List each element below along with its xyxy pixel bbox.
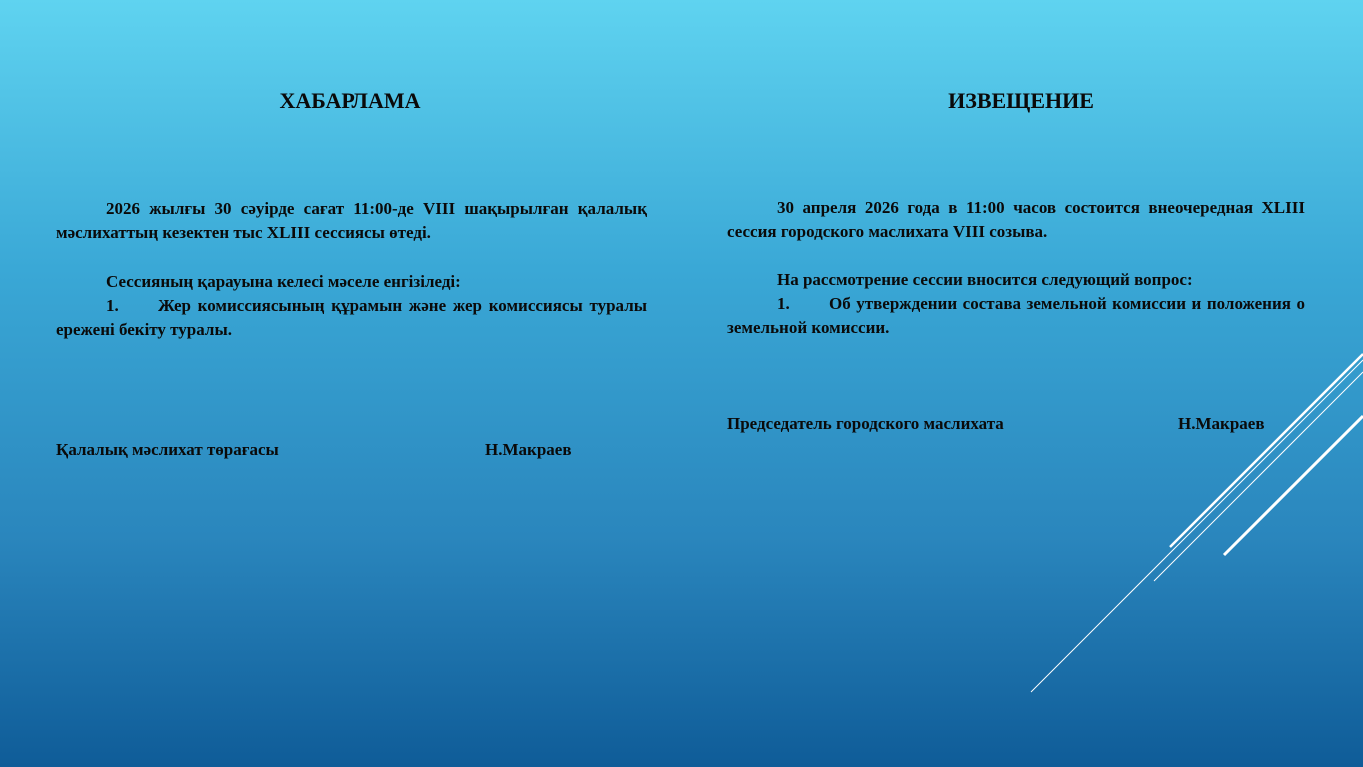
left-title: ХАБАРЛАМА bbox=[279, 88, 421, 113]
right-item-text: Об утверждении состава земельной комиссии и положения о земельной комиссии. bbox=[727, 294, 1305, 337]
right-signature-name: Н.Макраев bbox=[1178, 414, 1265, 433]
decor-line-2 bbox=[1154, 372, 1363, 581]
left-body bbox=[56, 197, 647, 245]
decor-line-1 bbox=[1031, 360, 1363, 692]
left-signature-name: Н.Макраев bbox=[485, 440, 572, 459]
right-signature-role: Председатель городского маслихата bbox=[727, 414, 1004, 433]
right-title: ИЗВЕЩЕНИЕ bbox=[948, 88, 1094, 113]
decor-line-3 bbox=[1170, 354, 1363, 547]
left-item-number: 1. bbox=[106, 296, 119, 315]
right-item-number: 1. bbox=[777, 294, 790, 313]
left-signature-role: Қалалық мәслихат төрағасы bbox=[56, 440, 279, 459]
left-agenda bbox=[56, 270, 647, 342]
right-paragraph-1: 30 апреля 2026 года в 11:00 часов состоится внеочередная XLIII сессия городского маслихата VIII созыва. bbox=[727, 198, 1305, 241]
left-agenda-item bbox=[56, 294, 647, 342]
left-item-text: Жер комиссиясының құрамын және жер комиссиясы туралы ережені бекіту туралы. bbox=[56, 296, 647, 339]
right-paragraph-2: На рассмотрение сессии вносится следующий вопрос: bbox=[777, 270, 1193, 289]
left-paragraph-2: Сессияның қарауына келесі мәселе енгізіледі: bbox=[106, 272, 461, 291]
right-agenda-item bbox=[727, 292, 1305, 340]
decor-line-4 bbox=[1224, 416, 1363, 555]
left-paragraph-1: 2026 жылғы 30 сәуірде сағат 11:00-де VIII шақырылған қалалық мәслихаттың кезектен тыс XLIII сессиясы өтеді. bbox=[56, 199, 647, 242]
right-body bbox=[727, 196, 1305, 244]
right-agenda bbox=[727, 268, 1305, 340]
